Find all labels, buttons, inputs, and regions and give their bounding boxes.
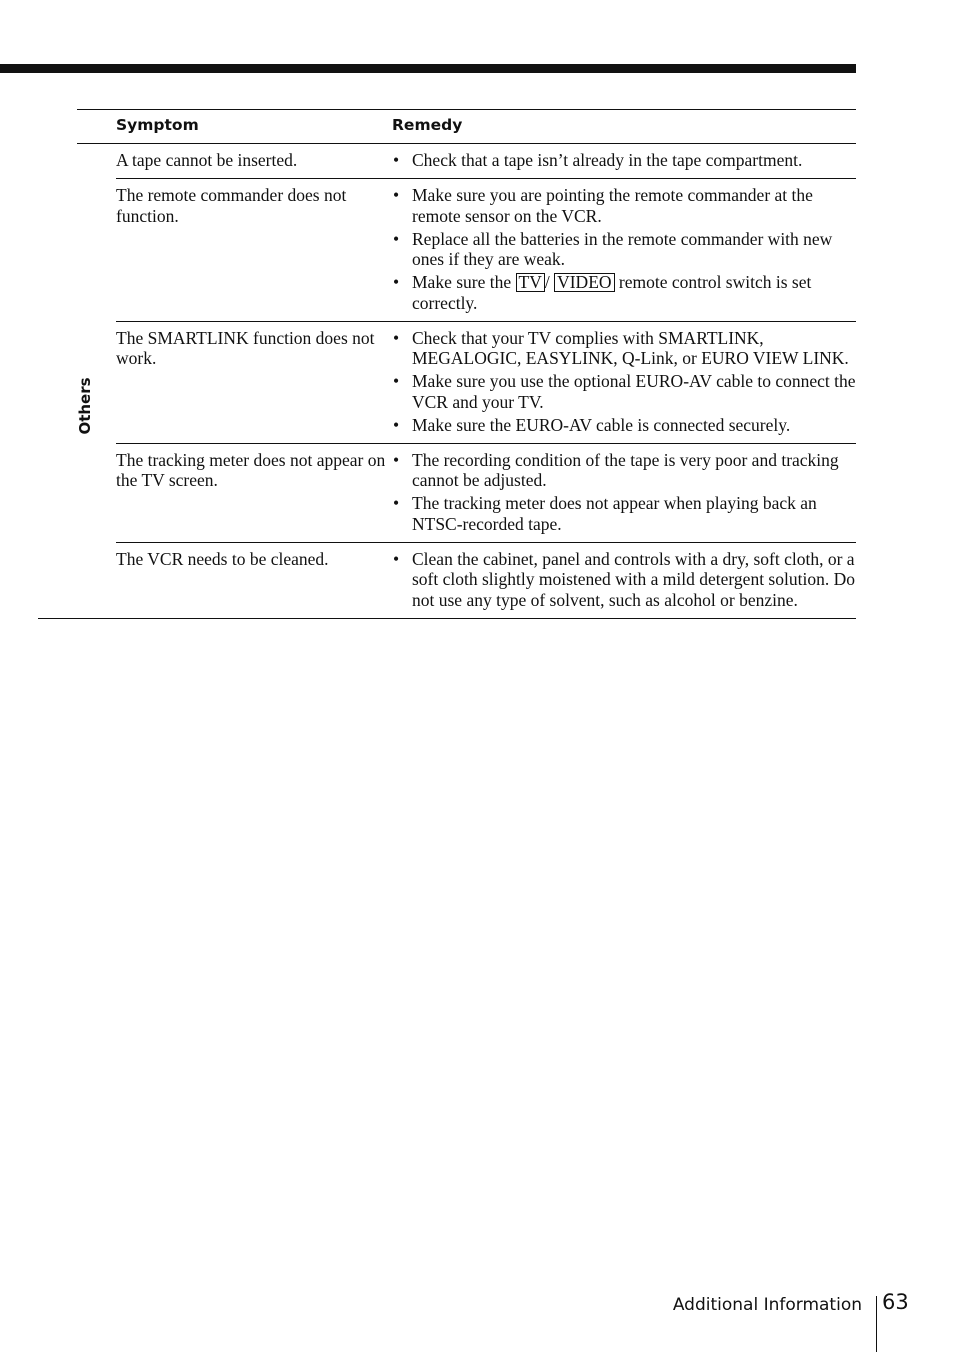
remedy-list (392, 150, 856, 173)
section-label-text: Others (76, 377, 94, 435)
symptom-cell: The SMARTLINK function does not work. (116, 327, 375, 368)
switch-separator: / (544, 272, 550, 292)
remedy-list (392, 185, 856, 316)
remedy-item-switch (392, 272, 856, 313)
remedy-item: • Check that your TV complies with SMARTLINK, MEGALOGIC, EASYLINK, Q-Link, or EURO VIEW LINK. (392, 328, 856, 369)
symptom-cell: The VCR needs to be cleaned. (116, 548, 329, 569)
symptom-header: Symptom (116, 116, 199, 134)
table-row (116, 144, 856, 179)
table-row (38, 543, 856, 619)
remedy-item: • Make sure the EURO-AV cable is connected securely. (392, 415, 856, 436)
remedy-item: • Make sure you use the optional EURO-AV cable to connect the VCR and your TV. (392, 371, 856, 412)
top-rule (0, 64, 856, 73)
table-row (116, 322, 856, 444)
remedy-item: • Clean the cabinet, panel and controls with a dry, soft cloth, or a soft cloth slightly moistened with a mild detergent solution. Do not use any type of solvent, such as alcohol or benzine. (392, 549, 856, 611)
table-body (77, 144, 856, 619)
table-row (116, 179, 856, 322)
symptom-cell: The remote commander does not function. (116, 185, 347, 226)
tv-key-label: TV (516, 273, 545, 292)
remedy-item: • The recording condition of the tape is very poor and tracking cannot be adjusted. (392, 450, 856, 491)
table-header (77, 109, 856, 144)
symptom-cell: A tape cannot be inserted. (116, 150, 298, 170)
remedy-item: • The tracking meter does not appear when playing back an NTSC-recorded tape. (392, 493, 856, 534)
remedy-header: Remedy (392, 116, 463, 134)
page-number: 63 (882, 1290, 909, 1314)
remedy-list (392, 450, 856, 537)
section-label (76, 144, 94, 619)
remedy-item: • Check that a tape isn’t already in the tape compartment. (392, 150, 856, 171)
symptom-cell: The tracking meter does not appear on the TV screen. (116, 449, 386, 490)
switch-remedy-prefix: Make sure the (412, 272, 516, 292)
remedy-list (392, 549, 856, 613)
remedy-item: • Replace all the batteries in the remote commander with new ones if they are weak. (392, 229, 856, 270)
table-row (116, 444, 856, 543)
switch-remedy-suffix: remote control switch is set correctly. (412, 272, 812, 313)
troubleshooting-table (77, 109, 856, 619)
remedy-list (392, 328, 856, 438)
footer-divider (876, 1296, 877, 1352)
footer-section-title: Additional Information (672, 1295, 862, 1315)
remedy-item: • Make sure you are pointing the remote commander at the remote sensor on the VCR. (392, 185, 856, 226)
video-key-label: VIDEO (554, 273, 614, 292)
